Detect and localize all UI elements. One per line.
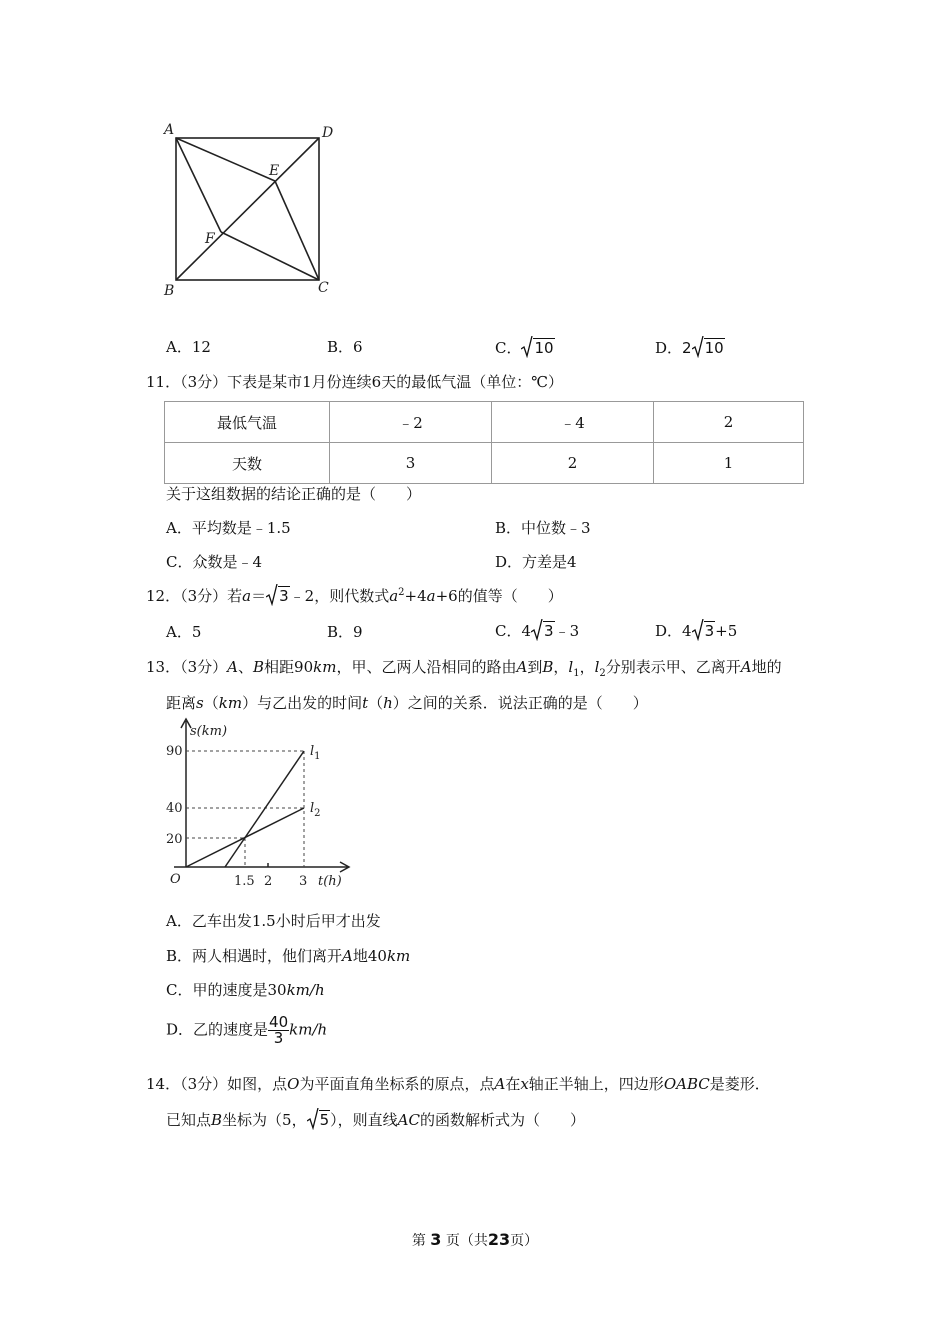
q10-option-c[interactable] — [495, 336, 555, 362]
q13-option-b[interactable] — [166, 945, 410, 966]
q12-option-a[interactable]: A．5 — [166, 623, 202, 641]
q14-text: 是菱形． — [709, 1075, 770, 1093]
q13-var: A — [227, 658, 238, 676]
q11-option-c[interactable]: C．众数是﹣4 — [166, 553, 263, 571]
x-tick-label: 2 — [264, 874, 273, 889]
q10-option-c-radicand: 10 — [534, 339, 554, 357]
label-d: D — [322, 125, 334, 141]
q13-option-d[interactable] — [166, 1015, 327, 1046]
exponent: 2 — [398, 587, 405, 598]
q10-option-d-radicand: 10 — [704, 339, 724, 357]
q10-option-d[interactable] — [655, 336, 725, 362]
q12-tail: +6的值等（ ） — [435, 587, 563, 605]
label-a: A — [164, 122, 175, 138]
q11-option-b[interactable]: B．中位数﹣3 — [495, 519, 591, 537]
q13-unit: km/h — [289, 1020, 328, 1039]
label-f: F — [205, 231, 215, 247]
fraction-denominator: 3 — [273, 1029, 284, 1047]
q13-option-b-mid: 地40 — [352, 947, 387, 965]
q14-var: OABC — [663, 1075, 710, 1093]
q12-option-c-suffix: ﹣3 — [554, 622, 580, 640]
q12-option-d-prefix: D．4 — [655, 622, 692, 640]
q10-option-a[interactable]: A．12 — [166, 338, 211, 356]
label-c: C — [318, 280, 329, 296]
q13-option-a[interactable]: A．乙车出发1.5小时后甲才出发 — [166, 912, 381, 930]
q13-option-c[interactable] — [166, 979, 325, 1000]
line-l2-label: $l_2$ — [310, 801, 321, 819]
q13-option-b-prefix: B．两人相遇时，他们离开 — [166, 947, 343, 965]
page-number: 3 — [430, 1230, 442, 1249]
q13-option-c-prefix: C．甲的速度是30 — [166, 981, 287, 999]
distance-time-graph — [160, 715, 360, 895]
q10-option-d-prefix: D． — [655, 339, 683, 357]
label-b: B — [164, 283, 175, 299]
q13-text: （ — [368, 694, 384, 712]
q12-after-root: ﹣2，则代数式 — [289, 587, 390, 605]
q14-text: 轴正半轴上，四边形 — [528, 1075, 664, 1093]
q14-stem-line2 — [166, 1108, 585, 1134]
equals-sign: ＝ — [251, 587, 267, 605]
line-l1-label: $l_1$ — [310, 744, 321, 762]
sqrt-sign — [531, 619, 543, 645]
table-cell: 天数 — [165, 443, 330, 484]
q12-prefix: 12．（3分）若 — [146, 587, 243, 605]
q13-var: A — [342, 947, 353, 965]
q12-option-d-suffix: +5 — [715, 622, 738, 640]
q14-var: AC — [397, 1111, 420, 1129]
q10-option-d-coef: 2 — [682, 339, 692, 357]
q13-var: B — [542, 658, 554, 676]
var-a: a — [389, 587, 399, 605]
q13-text: 距离 — [166, 694, 197, 712]
q13-var: t — [362, 694, 369, 712]
q14-text: 为平面直角坐标系的原点，点 — [299, 1075, 495, 1093]
x-tick-label: 3 — [299, 874, 308, 889]
q12-option-c-prefix: C．4 — [495, 622, 532, 640]
table-row — [165, 443, 804, 484]
q13-unit: km/h — [286, 981, 325, 999]
q13-option-d-prefix: D．乙的速度是 — [166, 1020, 269, 1039]
q12-stem — [146, 584, 563, 610]
x-axis-label: t(h) — [318, 874, 342, 889]
footer-text: 页（共 — [445, 1233, 488, 1249]
q13-stem-line1 — [146, 656, 782, 679]
q13-text: ，甲、乙两人沿相同的路由 — [336, 658, 517, 676]
q14-radicand: 5 — [319, 1111, 330, 1129]
var-a: a — [242, 587, 252, 605]
table-cell: 2 — [492, 443, 654, 484]
q14-var: A — [494, 1075, 506, 1093]
q11-option-a[interactable]: A．平均数是﹣1.5 — [166, 519, 291, 537]
square-figure — [150, 115, 350, 305]
q12-option-d-radicand: 3 — [704, 622, 715, 640]
total-pages: 23 — [487, 1230, 511, 1249]
q12-option-b[interactable]: B．9 — [327, 623, 363, 641]
temperature-table — [164, 401, 804, 484]
q13-text: ， — [553, 658, 569, 676]
q10-option-b[interactable]: B．6 — [327, 338, 363, 356]
q13-var: B — [253, 658, 265, 676]
q14-var: x — [520, 1075, 529, 1093]
subscript: 2 — [599, 668, 606, 679]
var-a: a — [426, 587, 436, 605]
q14-text: 14．（3分）如图，点 — [146, 1075, 288, 1093]
q12-radicand: 3 — [279, 587, 289, 605]
q12-plus4: +4 — [404, 587, 427, 605]
page-footer — [0, 1230, 950, 1250]
segment-ae — [176, 138, 275, 181]
q13-unit: km — [313, 658, 337, 676]
table-row — [165, 402, 804, 443]
table-cell: 最低气温 — [165, 402, 330, 443]
table-cell: ﹣2 — [330, 402, 492, 443]
segment-fc — [221, 232, 319, 280]
origin-label: O — [170, 872, 181, 887]
sqrt-sign — [692, 619, 704, 645]
q14-var: O — [287, 1075, 300, 1093]
q12-option-d[interactable] — [655, 619, 737, 645]
q12-option-c[interactable] — [495, 619, 579, 645]
table-cell: 3 — [330, 443, 492, 484]
q14-text: 已知点 — [166, 1111, 212, 1129]
x-tick-label: 1.5 — [234, 874, 255, 889]
q13-var: l — [568, 658, 574, 676]
y-axis-label: s(km) — [190, 724, 228, 739]
q14-text: 的函数解析式为（ ） — [419, 1111, 585, 1129]
fraction — [268, 1015, 289, 1046]
y-tick-label: 20 — [166, 832, 183, 847]
table-cell: 2 — [654, 402, 804, 443]
q11-stem: 11．（3分）下表是某市1月份连续6天的最低气温（单位：℃） — [146, 373, 563, 391]
sqrt-sign — [521, 336, 533, 362]
q13-text: （ — [203, 694, 219, 712]
q13-stem-line2 — [166, 692, 648, 713]
q13-var: s — [196, 694, 204, 712]
q13-text: 13．（3分） — [146, 658, 228, 676]
q13-text: 相距90 — [264, 658, 314, 676]
label-e: E — [269, 163, 280, 179]
q14-var: B — [211, 1111, 223, 1129]
y-tick-label: 90 — [166, 744, 183, 759]
q13-text: ）之间的关系．说法正确的是（ ） — [392, 694, 648, 712]
q13-unit: h — [383, 694, 393, 712]
y-tick-label: 40 — [166, 801, 183, 816]
q12-option-c-radicand: 3 — [544, 622, 554, 640]
q13-unit: km — [218, 694, 243, 712]
diagonal-bd — [176, 138, 319, 280]
segment-af — [176, 138, 221, 232]
footer-text: 第 — [411, 1233, 426, 1249]
q13-var: A — [740, 658, 752, 676]
q14-stem-line1 — [146, 1073, 770, 1094]
q11-question: 关于这组数据的结论正确的是（ ） — [166, 485, 422, 503]
sqrt-sign — [266, 584, 278, 610]
table-cell: 1 — [654, 443, 804, 484]
q13-text: 、 — [237, 658, 253, 676]
q13-text: 分别表示甲、乙离开 — [605, 658, 741, 676]
footer-text: 页） — [510, 1233, 539, 1249]
q13-var: l — [594, 658, 600, 676]
q13-text: ）与乙出发的时间 — [242, 694, 363, 712]
q13-text: 地的 — [751, 658, 782, 676]
q13-text: ， — [579, 658, 595, 676]
q13-unit: km — [386, 947, 411, 965]
q13-text: 到 — [527, 658, 543, 676]
q14-text: 坐标为（5， — [222, 1111, 307, 1129]
q10-option-c-prefix: C． — [495, 339, 522, 357]
table-cell: ﹣4 — [492, 402, 654, 443]
segment-ec — [275, 181, 319, 280]
q14-text: ），则直线 — [330, 1111, 398, 1129]
sqrt-sign — [307, 1108, 319, 1134]
q13-var: A — [516, 658, 528, 676]
fraction-numerator: 40 — [269, 1013, 289, 1031]
q11-option-d[interactable]: D．方差是4 — [495, 553, 577, 571]
sqrt-sign — [692, 336, 704, 362]
q14-text: 在 — [505, 1075, 521, 1093]
line-l1 — [225, 751, 304, 867]
subscript: 1 — [573, 668, 580, 679]
